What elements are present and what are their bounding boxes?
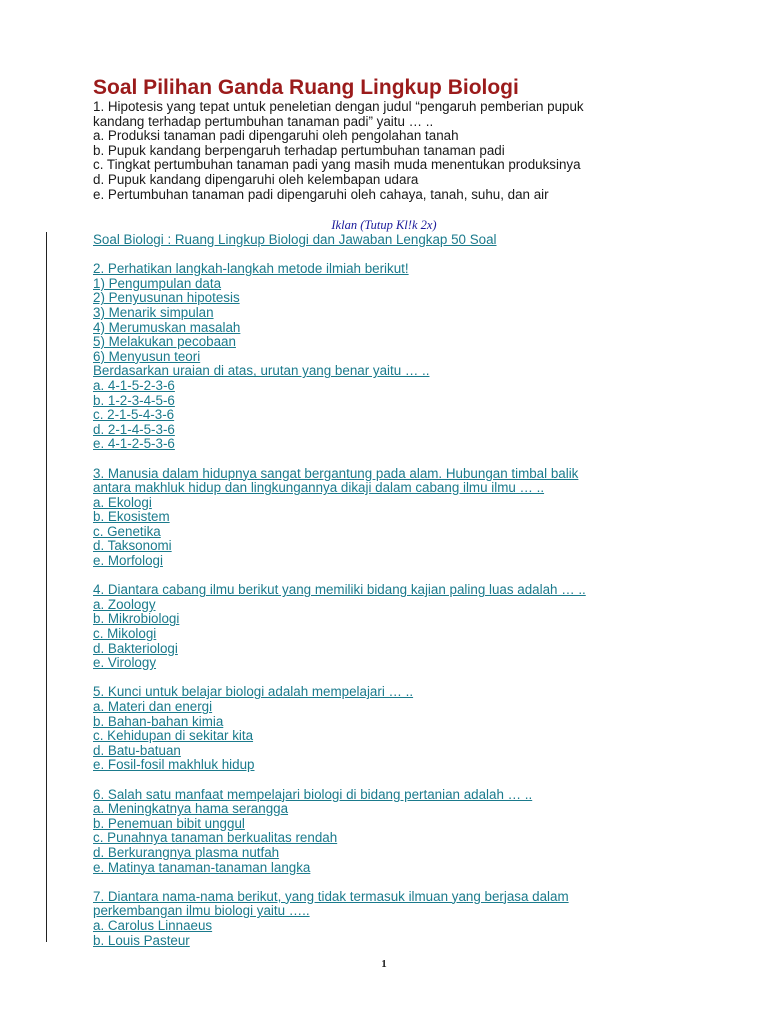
spacer [93, 452, 713, 467]
question-2-step-3[interactable]: 3) Menarik simpulan [93, 304, 214, 320]
question-1-option-c: c. Tingkat pertumbuhan tanaman padi yang masih muda menentukan produksinya [93, 157, 581, 173]
question-3-text-line-1[interactable]: 3. Manusia dalam hidupnya sangat bergantung pada alam. Hubungan timbal balik [93, 465, 579, 481]
spacer [93, 773, 713, 788]
question-3-option-c[interactable]: c. Genetika [93, 523, 161, 539]
question-2-step-5[interactable]: 5) Melakukan pecobaan [93, 334, 236, 350]
question-2-option-c[interactable]: c. 2-1-5-4-3-6 [93, 407, 175, 423]
question-6-text[interactable]: 6. Salah satu manfaat mempelajari biologi di bidang pertanian adalah … .. [93, 786, 533, 802]
question-4-option-b[interactable]: b. Mikrobiologi [93, 611, 180, 627]
question-7-option-a[interactable]: a. Carolus Linnaeus [93, 917, 213, 933]
spacer [93, 569, 713, 584]
question-1 [93, 100, 713, 202]
question-2-option-b[interactable]: b. 1-2-3-4-5-6 [93, 392, 175, 408]
linked-questions-block [93, 233, 713, 948]
question-2-option-e[interactable]: e. 4-1-2-5-3-6 [93, 436, 175, 452]
spacer [93, 875, 713, 890]
question-6-option-e[interactable]: e. Matinya tanaman-tanaman langka [93, 859, 311, 875]
question-2-text[interactable]: 2. Perhatikan langkah-langkah metode ilmiah berikut! [93, 261, 409, 277]
question-6-option-b[interactable]: b. Penemuan bibit unggul [93, 815, 245, 831]
question-4-option-e[interactable]: e. Virology [93, 655, 157, 671]
question-5-option-e[interactable]: e. Fosil-fosil makhluk hidup [93, 757, 255, 773]
spacer [93, 248, 713, 263]
question-4-option-a[interactable]: a. Zoology [93, 596, 156, 612]
question-6-option-c[interactable]: c. Punahnya tanaman berkualitas rendah [93, 830, 338, 846]
page-number: 1 [381, 958, 387, 970]
question-3-option-e[interactable]: e. Morfologi [93, 553, 163, 569]
question-3-text-line-2[interactable]: antara makhluk hidup dan lingkungannya dikaji dalam cabang ilmu ilmu … .. [93, 480, 545, 496]
question-1-option-b: b. Pupuk kandang berpengaruh terhadap pertumbuhan tanaman padi [93, 142, 505, 158]
question-1-option-e: e. Pertumbuhan tanaman padi dipengaruhi oleh cahaya, tanah, suhu, dan air [93, 186, 549, 202]
question-1-text-line-1: 1. Hipotesis yang tepat untuk peneletian dengan judul “pengaruh pemberian pupuk [93, 99, 584, 114]
question-5-option-d[interactable]: d. Batu-batuan [93, 742, 181, 758]
question-7-text-line-2[interactable]: perkembangan ilmu biologi yaitu ….. [93, 903, 310, 919]
question-2-step-1[interactable]: 1) Pengumpulan data [93, 275, 222, 291]
question-6-option-d[interactable]: d. Berkurangnya plasma nutfah [93, 844, 280, 860]
question-4-option-d[interactable]: d. Bakteriologi [93, 640, 178, 656]
question-2-option-a[interactable]: a. 4-1-5-2-3-6 [93, 377, 175, 393]
question-5-text[interactable]: 5. Kunci untuk belajar biologi adalah mempelajari … .. [93, 684, 414, 700]
spacer [93, 671, 713, 686]
ad-label[interactable]: Iklan (Tutup Kl!k 2x) [331, 218, 437, 232]
question-5-option-b[interactable]: b. Bahan-bahan kimia [93, 713, 224, 729]
question-2-step-6[interactable]: 6) Menyusun teori [93, 348, 201, 364]
question-3-option-d[interactable]: d. Taksonomi [93, 538, 172, 554]
question-3-option-a[interactable]: a. Ekologi [93, 494, 152, 510]
question-1-text-line-2: kandang terhadap pertumbuhan tanaman padi” yaitu … .. [93, 113, 434, 129]
question-2-option-d[interactable]: d. 2-1-4-5-3-6 [93, 421, 175, 437]
question-4-option-c[interactable]: c. Mikologi [93, 626, 157, 642]
question-7-option-b[interactable]: b. Louis Pasteur [93, 932, 190, 948]
source-link[interactable]: Soal Biologi : Ruang Lingkup Biologi dan Jawaban Lengkap 50 Soal [93, 232, 497, 247]
question-5-option-c[interactable]: c. Kehidupan di sekitar kita [93, 728, 254, 744]
question-6-option-a[interactable]: a. Meningkatnya hama serangga [93, 801, 289, 817]
question-5-option-a[interactable]: a. Materi dan energi [93, 699, 213, 714]
page-title: Soal Pilihan Ganda Ruang Lingkup Biologi [93, 76, 519, 99]
question-4-text[interactable]: 4. Diantara cabang ilmu berikut yang memiliki bidang kajian paling luas adalah … .. [93, 582, 586, 598]
question-2-step-2[interactable]: 2) Penyusunan hipotesis [93, 290, 240, 306]
left-margin-rule [46, 232, 47, 942]
question-7-text-line-1[interactable]: 7. Diantara nama-nama berikut, yang tidak termasuk ilmuan yang berjasa dalam [93, 888, 569, 904]
question-2-prompt[interactable]: Berdasarkan uraian di atas, urutan yang benar yaitu … .. [93, 363, 430, 379]
question-1-option-a: a. Produksi tanaman padi dipengaruhi oleh pengolahan tanah [93, 128, 459, 144]
question-3-option-b[interactable]: b. Ekosistem [93, 509, 170, 525]
question-2-step-4[interactable]: 4) Merumuskan masalah [93, 319, 241, 335]
question-1-option-d: d. Pupuk kandang dipengaruhi oleh kelembapan udara [93, 171, 419, 187]
